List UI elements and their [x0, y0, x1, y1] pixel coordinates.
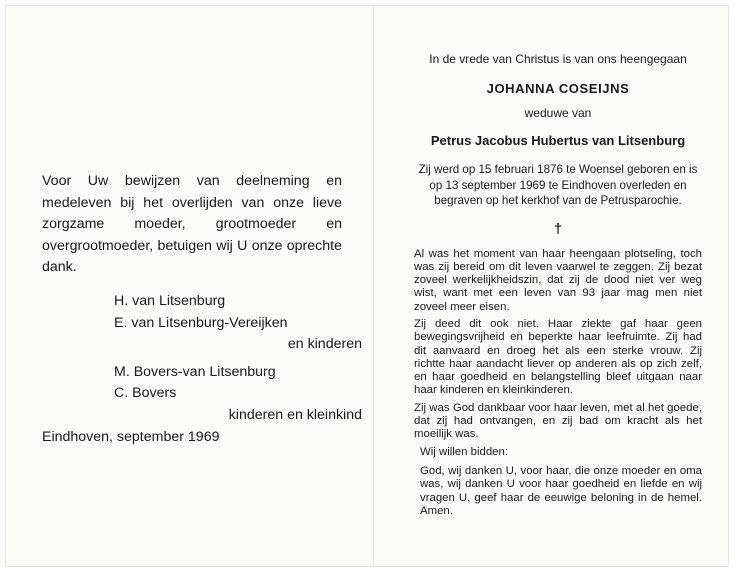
- paragraph: Al was het moment van haar heengaan plotseling, toch was zij bereid om dit leven vaarwel te zeggen. Zij bezat zoveel werkelijkheidszin, dat zij de dood niet ver weg wist, want met een leven van 93 jaar mag men niet zoveel meer eisen.: [414, 247, 702, 313]
- widow-of-label: weduwe van: [524, 106, 592, 120]
- husband-name: Petrus Jacobus Hubertus van Litsenburg: [430, 133, 686, 148]
- prayer-intro: Wij willen bidden:: [420, 445, 508, 458]
- paragraph: Zij was God dankbaar voor haar leven, met al het goede, dat zij had ontvangen, en zij bad om kracht als het moeilijk was.: [414, 401, 702, 441]
- signer-line: M. Bovers-van Litsenburg: [114, 363, 276, 380]
- signer-line: E. van Litsenburg-Vereijken: [114, 314, 288, 331]
- obituary-section: [414, 52, 702, 522]
- signer-line: H. van Litsenburg: [114, 292, 226, 309]
- signer-line: C. Bovers: [114, 385, 177, 402]
- biography: Zij werd op 15 februari 1876 te Woensel geboren en is op 13 september 1969 te Eindhoven overleden en begraven op het kerkhof van de Petrusparochie.: [418, 163, 698, 207]
- card-fold: [373, 6, 374, 566]
- thanks-text: Voor Uw bewijzen van deelneming en medeleven bij het overlijden van onze lieve zorgzame moeder, grootmoeder en overgrootmoeder, betuigen wij U onze oprechte dank.: [42, 173, 342, 276]
- thanks-section: [42, 171, 362, 448]
- signer-line: kinderen en kleinkind: [228, 406, 362, 423]
- cross-icon: †: [554, 219, 562, 236]
- opening-line: In de vrede van Christus is van ons heengegaan: [429, 52, 687, 66]
- obituary-body: [414, 248, 702, 519]
- paragraph: Zij deed dit ook niet. Haar ziekte gaf haar geen bewegingsvrijheid en beperkte haar leefruimte. Zij had dit aanvaard en droeg het als een sterke vrouw. Zij richtte haar aandacht liever op anderen als op zich zelf, en haar goedheid en belangstelling bleef uitgaan naar haar kinderen en kleinkinderen.: [414, 317, 702, 397]
- memorial-card: [6, 6, 728, 566]
- signer-line: en kinderen: [287, 336, 362, 353]
- place-date: Eindhoven, september 1969: [42, 428, 220, 445]
- prayer-text: God, wij danken U, voor haar, die onze moeder en oma was, wij danken U voor haar goedheid en liefde en wij vragen U, geef haar de eeuwige beloning in de hemel. Amen.: [420, 464, 702, 517]
- deceased-name: JOHANNA COSEIJNS: [486, 81, 630, 96]
- signers-block: [42, 291, 362, 427]
